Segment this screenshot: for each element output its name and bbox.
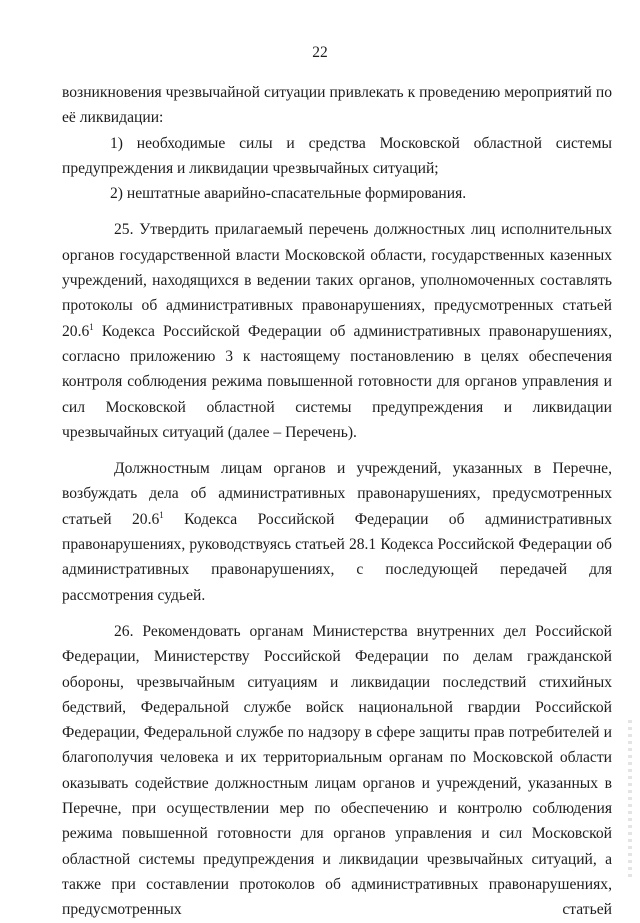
- list-item-2: 2) нештатные аварийно-спасательные формирования.: [110, 185, 467, 203]
- paragraph-continuation: возникновения чрезвычайной ситуации привлекать к проведению мероприятий по её ликвидации:: [62, 84, 612, 127]
- list-item-1: 1) необходимые силы и средства Московской областной системы предупреждения и ликвидации чрезвычайных ситуаций;: [62, 134, 612, 177]
- article-superscript: 1: [159, 509, 164, 520]
- paragraph-25-text-b: Кодекса Российской Федерации об административных правонарушениях, согласно приложению 3 к настоящему постановлению в целях обеспечения контроля соблюдения режима повышенной готовности для органов управления и сил Московской областной системы предупреждения и ликвидации чрезвычайных ситуаций (далее – Перечень).: [62, 322, 612, 441]
- paragraph-officials-text-a: Должностным лицам органов и учреждений, указанных в Перечне, возбуждать дела об административных правонарушениях, предусмотренных статьей 20.6: [62, 460, 612, 528]
- article-superscript: 1: [89, 321, 94, 332]
- page-number: 22: [312, 44, 328, 61]
- paragraph-25-text-a: 25. Утвердить прилагаемый перечень должностных лиц исполнительных органов государственной власти Московской области, государственных казенных учреждений, находящихся в ведении таких органов, уполномоченных составлять протоколы об административных правонарушениях, предусмотренных статьей 20.6: [62, 221, 612, 340]
- margin-stamp-mark: [628, 720, 632, 880]
- paragraph-officials: [62, 456, 612, 608]
- paragraph-26: 26. Рекомендовать органам Министерства внутренних дел Российской Федерации, Министерству Российской Федерации по делам гражданской обороны, чрезвычайным ситуациям и ликвидации последствий стихийных бедствий, Федеральной службе войск национальной гвардии Российской Федерации, Федеральной службе по надзору в сфере защиты прав потребителей и благополучия человека и их территориальным органам по Московской области оказывать содействие должностным лицам органов и учреждений, указанных в Перечне, при осуществлении мер по обеспечению и контролю соблюдения режима повышенной готовности для органов управления и сил Московской областной системы предупреждения и ликвидации чрезвычайных ситуаций, а также при составлении протоколов об административных правонарушениях, предусмотренных статьей: [62, 622, 612, 919]
- paragraph-officials-text-b: Кодекса Российской Федерации об административных правонарушениях, руководствуясь статьей 28.1 Кодекса Российской Федерации об административных правонарушениях, с последующей передачей для рассмотрения судьей.: [62, 510, 613, 604]
- paragraph-25: [62, 217, 612, 445]
- document-body: [62, 80, 612, 923]
